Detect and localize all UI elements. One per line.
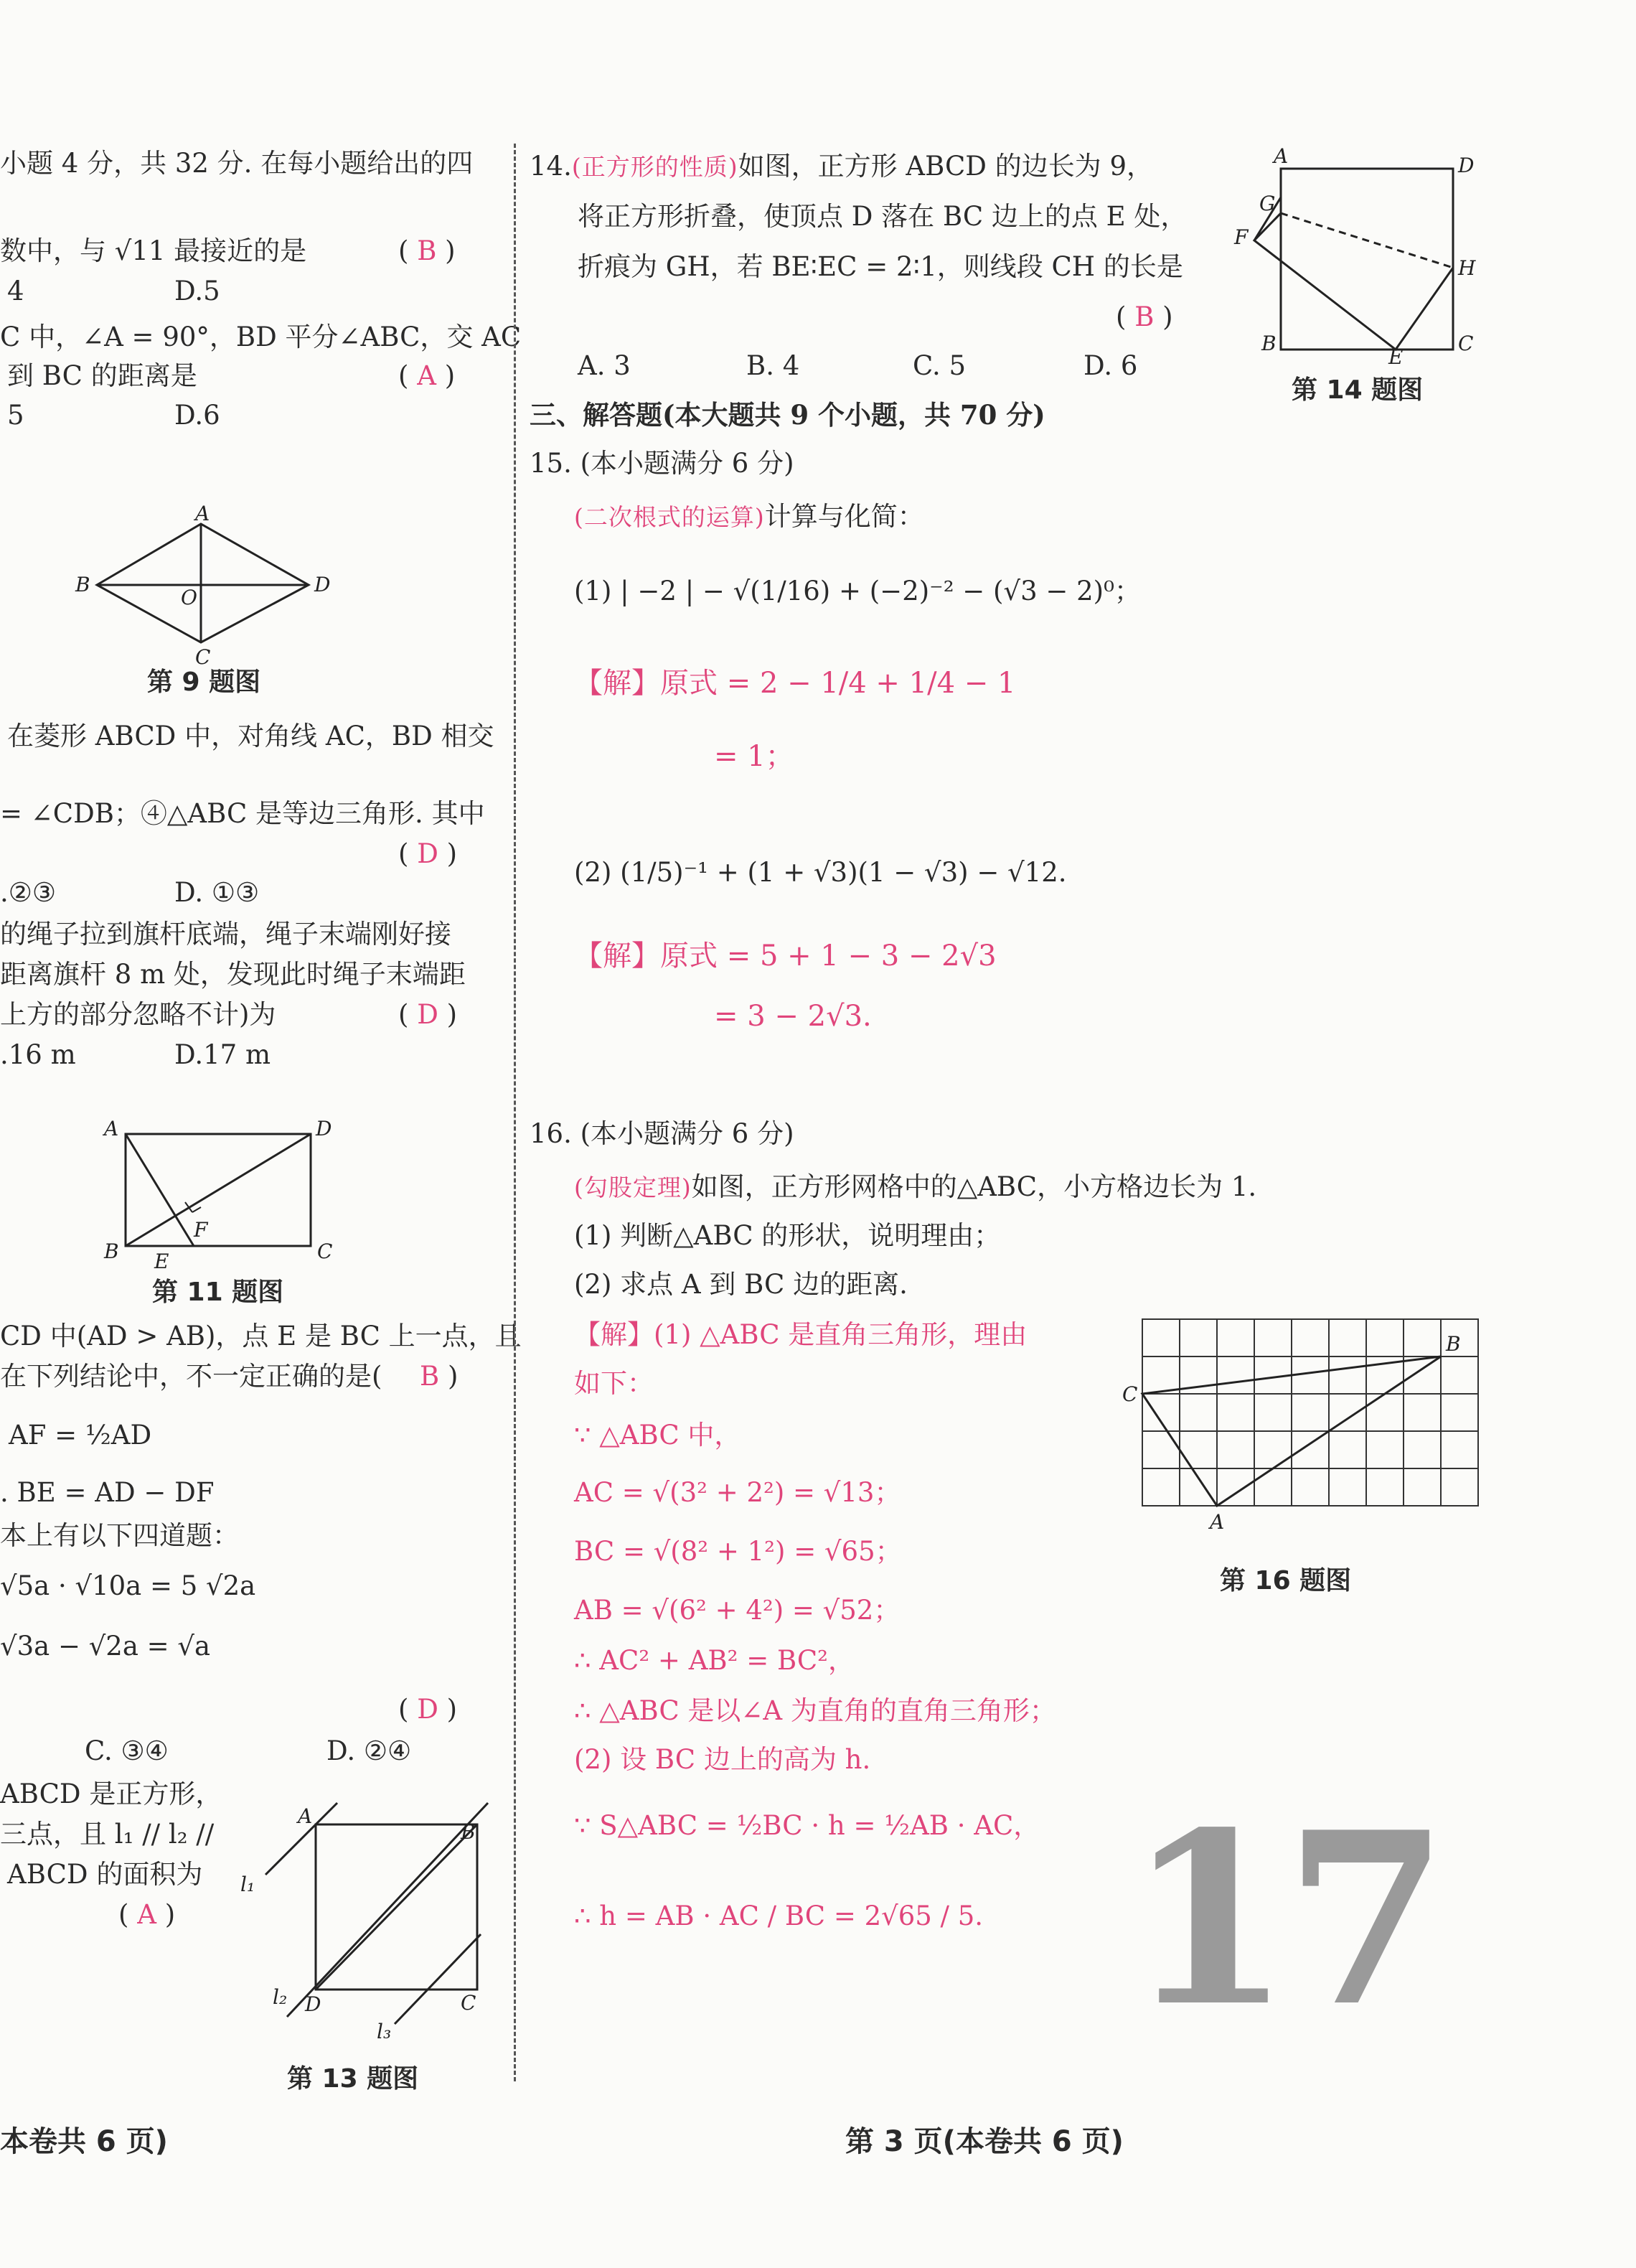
fig13-label-a: A: [298, 1804, 313, 1828]
figure-9-rhombus: [72, 502, 344, 667]
q16-sol-3: ∵ △ABC 中，: [574, 1420, 741, 1451]
fig14-label-c: C: [1458, 332, 1474, 355]
fig9-label-a: A: [195, 502, 210, 525]
figure-16-grid-triangle: [1119, 1306, 1492, 1536]
caption-fig16: 第 16 题图: [1220, 1566, 1352, 1595]
q14-text-1: 如图，正方形 ABCD 的边长为 9，: [738, 151, 1153, 182]
q14-stem-1: ABCD 是正方形，: [0, 1779, 222, 1809]
q14-line-2: 将正方形折叠，使顶点 D 落在 BC 边上的点 E 处，: [578, 201, 1188, 232]
q9-answer-letter: A: [417, 360, 436, 391]
q15-part-1: (1) | −2 | − √(1/16) + (−2)⁻² − (√3 − 2)⁰；: [574, 576, 1141, 606]
q14-stem-2: 三点，且 l₁ // l₂ //: [0, 1819, 215, 1850]
fig11-label-a: A: [104, 1117, 119, 1140]
figure-14-folded-square: [1234, 144, 1492, 369]
figure-13-square-lines: [237, 1787, 509, 2043]
caption-fig13: 第 13 题图: [287, 2064, 419, 2094]
q10-option-d: D. ①③: [174, 877, 260, 908]
q16-sol-9: (2) 设 BC 边上的高为 h.: [574, 1744, 871, 1775]
fig11-label-e: E: [154, 1250, 169, 1273]
q16-sol-11: ∴ h = AB · AC / BC = 2√65 / 5.: [574, 1901, 984, 1931]
q16-line-2: (1) 判断△ABC 的形状，说明理由；: [574, 1220, 1001, 1251]
q12-option-c: . BE = AD − DF: [0, 1477, 215, 1508]
fig14-label-d: D: [1458, 154, 1475, 177]
fig9-label-o: O: [181, 586, 197, 609]
q13-option-c: C. ③④: [85, 1735, 169, 1766]
q10-answer: ( D ): [398, 838, 458, 869]
q11-stem-1: 的绳子拉到旗杆底端，绳子末端刚好接: [0, 919, 451, 950]
q16-line-1: [574, 1171, 1256, 1204]
q9-option-d: D.6: [174, 400, 220, 431]
q14-line-3: 折痕为 GH，若 BE∶EC = 2∶1，则线段 CH 的长是: [578, 251, 1183, 282]
q9-stem-2: 到 BC 的距离是: [7, 360, 197, 391]
fig14-label-f: F: [1234, 225, 1249, 249]
q15-heading: 15. (本小题满分 6 分): [530, 448, 794, 479]
q16-sol-1: 【解】(1) △ABC 是直角三角形，理由: [574, 1319, 1028, 1350]
fig14-label-e: E: [1388, 345, 1404, 369]
q16-sol-10: ∵ S△ABC = ½BC · h = ½AB · AC，: [574, 1810, 1040, 1841]
q14-topic-tag: (正方形的性质): [571, 153, 738, 181]
fig11-label-b: B: [104, 1240, 119, 1263]
fig14-label-h: H: [1458, 256, 1476, 280]
fig16-label-b: B: [1446, 1332, 1461, 1356]
q12-stem-2: 在下列结论中，不一定正确的是(: [0, 1361, 382, 1392]
caption-fig11: 第 11 题图: [152, 1278, 284, 1307]
fig9-label-c: C: [195, 645, 211, 669]
q13-option-d: D. ②④: [326, 1735, 412, 1766]
q9-option-c: 5: [7, 400, 24, 431]
fig14-label-a: A: [1274, 144, 1289, 168]
fig13-label-l2: l₂: [273, 1985, 288, 2009]
fig9-label-b: B: [75, 573, 90, 596]
fig13-label-l1: l₁: [240, 1873, 255, 1896]
q13-stem: 本上有以下四道题：: [0, 1520, 239, 1551]
q16-sol-7: ∴ AC² + AB² = BC²，: [574, 1645, 855, 1676]
q11-option-d: D.17 m: [174, 1039, 271, 1070]
q14-option-a: A. 3: [578, 350, 631, 381]
q12-answer: B ): [420, 1361, 459, 1392]
q11-answer: ( D ): [398, 999, 458, 1030]
fig13-label-d: D: [305, 1992, 321, 2016]
section-3-heading: 三、解答题(本大题共 9 个小题，共 70 分): [530, 399, 1045, 431]
q11-stem-3: 上方的部分忽略不计)为: [0, 999, 276, 1030]
q9-answer: ( A ): [398, 360, 456, 391]
q10-stem-2: = ∠CDB；④△ABC 是等边三角形. 其中: [0, 798, 485, 829]
fig14-label-b: B: [1261, 332, 1277, 355]
fig11-label-d: D: [316, 1117, 332, 1140]
q14-answer-left: ( A ): [118, 1899, 176, 1930]
footer-left: 本卷共 6 页): [0, 2125, 168, 2158]
q13-answer-letter: D: [417, 1694, 438, 1725]
q15-solution-1a: 【解】原式 = 2 − 1/4 + 1/4 − 1: [574, 667, 1016, 700]
caption-fig14: 第 14 题图: [1292, 375, 1424, 405]
q14-stem-3: ABCD 的面积为: [7, 1859, 203, 1890]
q11-option-c: .16 m: [0, 1039, 76, 1070]
q16-sol-4: AC = √(3² + 2²) = √13；: [574, 1477, 901, 1508]
q16-line-3: (2) 求点 A 到 BC 边的距离.: [574, 1269, 908, 1300]
q10-answer-letter: D: [417, 838, 438, 869]
fig11-label-c: C: [317, 1240, 333, 1263]
fig13-label-l3: l₃: [377, 2020, 392, 2043]
fig13-label-b: B: [461, 1820, 476, 1844]
q16-sol-2: 如下：: [574, 1368, 654, 1399]
q10-stem-1: 在菱形 ABCD 中，对角线 AC，BD 相交: [7, 721, 494, 751]
q12-answer-letter: B: [420, 1361, 440, 1392]
q16-topic-tag: (勾股定理): [574, 1173, 692, 1201]
q16-sol-8: ∴ △ABC 是以∠A 为直角的直角三角形；: [574, 1695, 1056, 1726]
column-divider: [514, 144, 516, 2081]
page-stamp-number: 17: [1127, 1780, 1442, 2058]
q14-number: 14.: [530, 151, 572, 182]
q12-stem-1: CD 中(AD > AB)，点 E 是 BC 上一点，且: [0, 1321, 522, 1351]
q14-answer: ( B ): [1116, 301, 1173, 332]
q12-option-a: AF = ½AD: [9, 1420, 152, 1451]
fig16-label-a: A: [1210, 1510, 1225, 1534]
q8-answer: ( B ): [398, 235, 456, 266]
q16-sol-6: AB = √(6² + 4²) = √52；: [574, 1595, 901, 1626]
fig9-label-d: D: [314, 573, 331, 596]
q15-intro-text: 计算与化简：: [764, 501, 924, 532]
q14-option-c: C. 5: [913, 350, 967, 381]
q13-item-1: √5a · √10a = 5 √2a: [0, 1570, 256, 1601]
q14-option-b: B. 4: [746, 350, 800, 381]
fig14-label-g: G: [1259, 192, 1276, 215]
q15-part-2: (2) (1/5)⁻¹ + (1 + √3)(1 − √3) − √12.: [574, 857, 1067, 888]
q13-answer: ( D ): [398, 1694, 458, 1725]
q8-option-d: D.5: [174, 276, 220, 306]
q14-answer-letter: B: [1134, 301, 1155, 332]
figure-11-rectangle: [100, 1116, 344, 1274]
q15-solution-2a: 【解】原式 = 5 + 1 − 3 − 2√3: [574, 939, 997, 973]
q8-answer-letter: B: [417, 235, 437, 266]
q8-option-c: 4: [7, 276, 24, 306]
q15-intro: [574, 501, 924, 533]
q15-solution-1b: = 1；: [714, 740, 794, 773]
footer-page-number: 第 3 页(本卷共 6 页): [845, 2125, 1124, 2158]
q11-stem-2: 距离旗杆 8 m 处，发现此时绳子末端距: [0, 959, 466, 990]
q14-line-1: [530, 151, 1153, 183]
caption-fig9: 第 9 题图: [147, 667, 261, 697]
left-line-1: 小题 4 分，共 32 分. 在每小题给出的四: [0, 148, 474, 179]
q14-option-d: D. 6: [1083, 350, 1138, 381]
q16-heading: 16. (本小题满分 6 分): [530, 1118, 794, 1149]
q9-stem-1: C 中，∠A = 90°，BD 平分∠ABC，交 AC: [0, 322, 522, 352]
q14-answer-letter-left: A: [137, 1899, 156, 1930]
q16-sol-5: BC = √(8² + 1²) = √65；: [574, 1536, 902, 1567]
q13-item-2: √3a − √2a = √a: [0, 1631, 211, 1662]
fig16-label-c: C: [1122, 1382, 1138, 1406]
q10-option-c: .②③: [0, 877, 57, 908]
q16-text-1: 如图，正方形网格中的△ABC，小方格边长为 1.: [691, 1171, 1257, 1202]
q11-answer-letter: D: [417, 999, 438, 1030]
q15-solution-2b: = 3 − 2√3.: [714, 1000, 872, 1033]
q15-topic-tag: (二次根式的运算): [574, 503, 765, 531]
fig11-label-f: F: [194, 1218, 208, 1242]
q8-stem: 数中，与 √11 最接近的是: [0, 235, 307, 266]
fig13-label-c: C: [461, 1991, 476, 2015]
